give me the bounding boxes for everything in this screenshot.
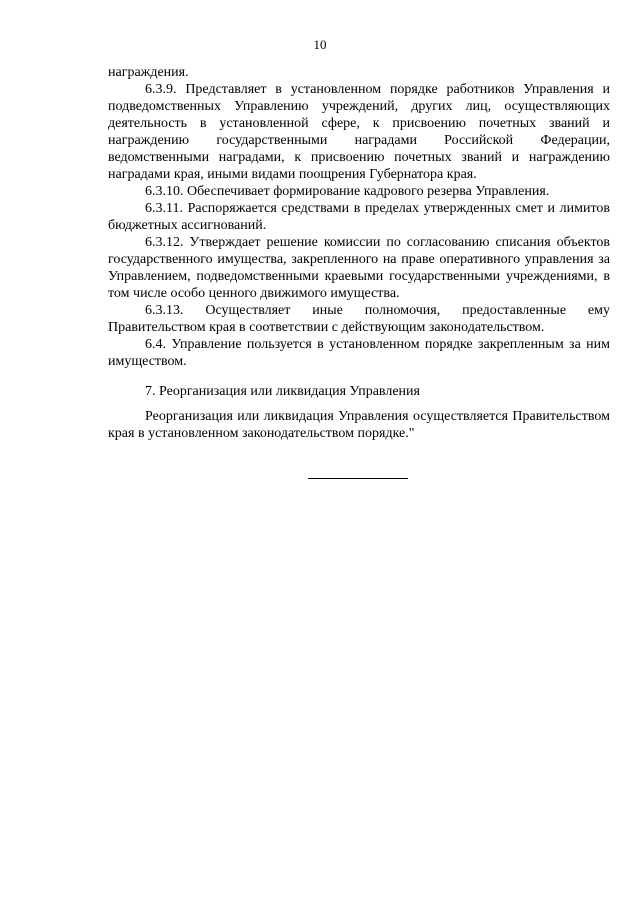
paragraph-6-3-11: 6.3.11. Распоряжается средствами в пределах утвержденных смет и лимитов бюджетных ассигнований. <box>108 201 610 233</box>
section-heading: 7. Реорганизация или ликвидация Управления <box>145 384 420 399</box>
closing-divider-line <box>308 478 408 479</box>
document-body <box>108 64 610 442</box>
paragraph-continuation: награждения. <box>108 65 189 80</box>
paragraph-6-3-10: 6.3.10. Обеспечивает формирование кадрового резерва Управления. <box>145 184 550 199</box>
paragraph-6-3-12: 6.3.12. Утверждает решение комиссии по согласованию списания объектов государственного имущества, закрепленного на праве оперативного управления за Управлением, подведомственными краевыми государственными учреждениями, в том числе особо ценного движимого имущества. <box>108 235 610 301</box>
paragraph-6-3-13: 6.3.13. Осуществляет иные полномочия, предоставленные ему Правительством края в соответствии с действующим законодательством. <box>108 303 610 335</box>
page-number: 10 <box>313 37 327 52</box>
paragraph-6-3-9: 6.3.9. Представляет в установленном порядке работников Управления и подведомственных Управлению учреждений, других лиц, осуществляющих деятельность в установленной сфере, к присвоению почетных званий и награждению государственными наградами Российской Федерации, ведомственными наградами, к присвоению почетных званий и награждению наградами края, иными видами поощрения Губернатора края. <box>108 82 610 182</box>
section-7-paragraph: Реорганизация или ликвидация Управления осуществляется Правительством края в установленном законодательством порядке." <box>108 409 610 441</box>
paragraph-6-4: 6.4. Управление пользуется в установленном порядке закрепленным за ним имуществом. <box>108 337 610 369</box>
